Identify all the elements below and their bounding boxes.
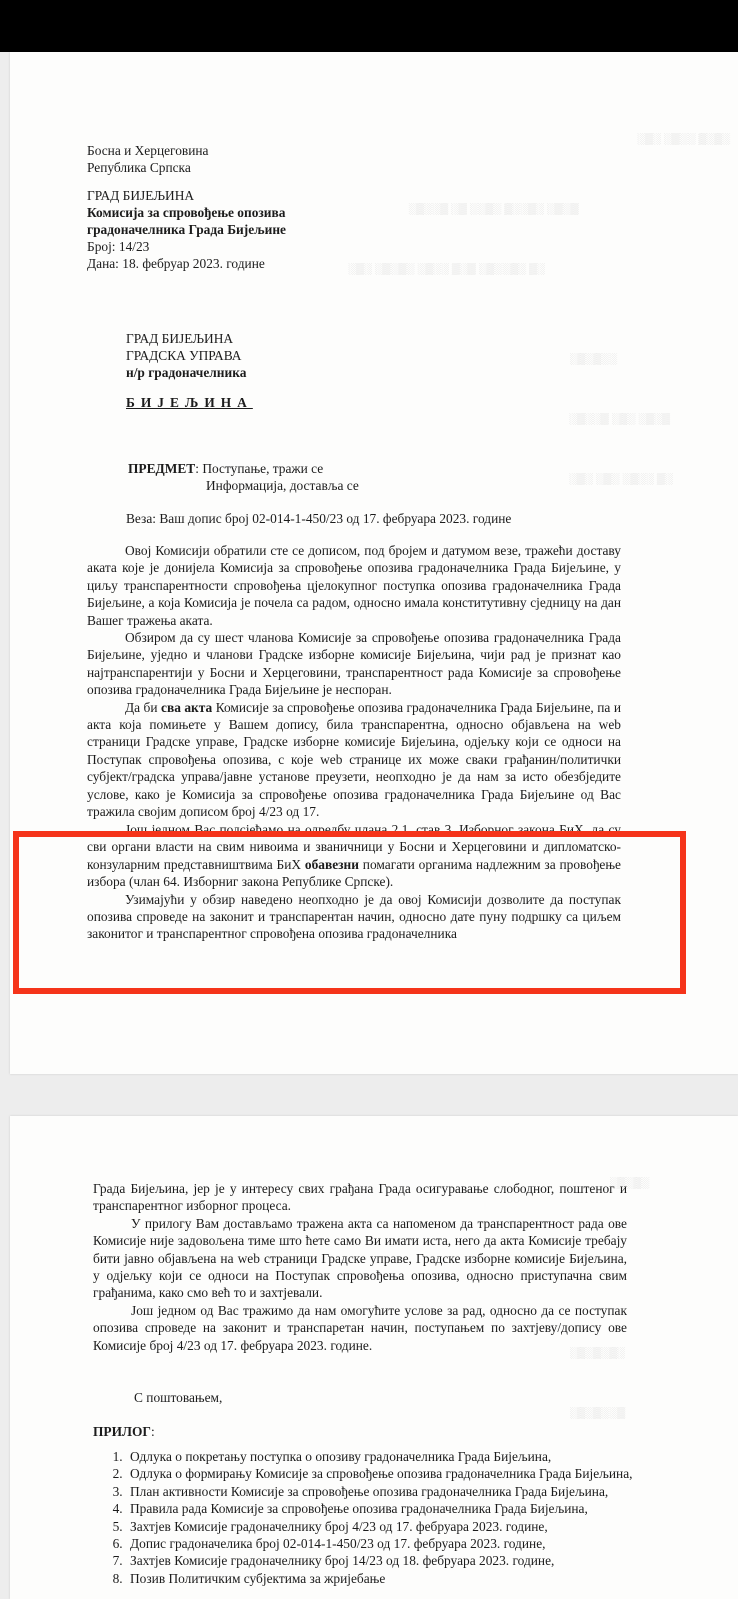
attachments-heading: ПРИЛОГ: [93,1424,155,1439]
subject-text: : Поступање, тражи се [195,461,324,476]
header-city: ГРАД БИЈЕЉИНА [87,188,195,203]
reference-line: Веза: Ваш допис број 02-014-1-450/23 од 17. фебруара 2023. године [126,511,512,526]
highlight-box [13,831,686,994]
paragraph: Још једном Вас подсјећамо на одредбу члана 2.1. став 3. Изборног закона БиХ, да су сви органи власти на свим нивоима и званичници у Босни и Херцеговини и дипломатско-конзуларним представништвима БиХ обавезни помагати органима надлежним за провођење избора (члан 64. Изборниг закона Републике Српске). [87,822,621,890]
header-entity: Република Српска [87,160,191,175]
subject-line-2: Информација, доставља се [206,478,359,493]
recipient-line-3: н/р градоначелника [126,365,247,380]
paragraph: Обзиром да су шест чланова Комисије за спровођење опозива градоначелника Града Бијељине, уједно и чланови Градске изборне комисије Бијељина, чији рад је признат као најтранспарентији у Босни и Херцеговини, транспарентност рада Комисије за спровођење опозива градоначелника Града Бијељине је неспоран. [87,630,621,698]
bleed-through-text: ░▒░ ░▒░▒░ ░▒░░ ▒░▒ ░▒░░▒░ ▒░ [348,263,545,275]
attachment-item: 5. Захтјев Комисије градоначелнику број 4/23 од 17. фебруара 2023. године, [126,1518,666,1535]
header-commission-1: Комисија за спровођење опозива [87,205,286,220]
bleed-through-text: ░▒░░▒ ░▒░ ░▒░▒ [569,413,671,425]
header-country: Босна и Херцеговина [87,143,209,158]
body-block-1 [87,542,621,821]
recipient-city: БИЈЕЉИНА [126,395,253,410]
bleed-through-text: ░▒░▒░ [609,1177,650,1189]
header-commission-2: градоначелника Града Бијељине [87,222,286,237]
subject-label: ПРЕДМЕТ [128,461,196,476]
attachment-item: 7. Захтјев Комисије градоначелнику број 14/23 од 18. фебруара 2023. године, [126,1552,666,1569]
recipient-line-1: ГРАД БИЈЕЉИНА [126,331,234,346]
closing-salutation: С поштовањем, [134,1390,223,1405]
bleed-through-text: ░▒░ ░▒░ ░▒░░ ▒░ [568,473,673,485]
attachment-item: 3. План активности Комисије за спровођење опозива градоначелника Града Бијељина, [126,1483,666,1500]
attachment-item: 1. Одлука о покретању поступка о опозиву градоначелника Града Бијељина, [126,1448,666,1465]
paragraph: Овој Комисији обратили сте се дописом, под бројем и датумом везе, тражећи доставу аката које је донијела Комисија за спровођење опозива градоначелника Града Бијељине, у циљу транспарентности спровођења цјелокупног поступка опозива градоначелника Града Бијељине, а која Комисија је почела са радом, односно имала конститутивну сједницу на дан Вашег тражења аката. [87,543,621,628]
bleed-through-text: ░▒░░▒ ░▒ ░░▒░ ▒░░▒░ ░▒░▒ [408,203,579,215]
bleed-through-text: ░▒░▒░░▒ [569,1407,626,1419]
attachment-item: 8. Позив Политичким субјектима за жријебање [126,1570,666,1587]
document-number: Број: 14/23 [87,239,150,254]
paragraph: Узимајући у обзир наведено неопходно је да овој Комисији дозволите да поступак опозива спроведе на законит и транспарентан начин, односно дате пуну подршку са циљем законитог и транспарентног спровођена опозива градоначелника [87,891,621,942]
attachment-item: 6. Допис градоначелика број 02-014-1-450/23 од 17. фебруара 2023. године, [126,1535,666,1552]
paragraph: Још једном од Вас тражимо да нам омогућите услове за рад, односно да се поступак опозива спроведе на законит и транспаретан начин, поступањем по захтјеву/допису ове Комисије број 4/23 од 17. фебруара 2023. године. [93,1302,627,1353]
paragraph: Града Бијељина, јер је у интересу свих грађана Града осигуравање слободног, поштеног и транспарентног изборног процеса. [93,1181,627,1214]
paragraph: Да би сва акта Комисије за спровођење опозива градоначелника Града Бијељине, па и акта која помињете у Вашем допису, била транспарентна, односно објављена на web страници Градске управе, Градске изборне комисије Бијељина, одјељку који се односи на Поступак спровођења опозива, с које web странице их може сваки грађанин/политички субјект/градска управа/јавне установе преузети, неопходно је да нам за исто обезбједите услове, како је Комисија за спровођење опозива градоначелника Града Бијељине од Вас тражила својим дописом број 4/23 од 17. [87,699,621,820]
attachments-list [100,1448,666,1587]
status-bar [0,0,738,52]
recipient-line-2: ГРАДСКА УПРАВА [126,348,242,363]
document-date: Дана: 18. фебруар 2023. године [87,256,265,271]
subject-line-1 [128,460,323,477]
body-block-3 [93,1180,627,1354]
attachment-item: 4. Правила рада Комисије за спровођење опозива градоначелника Града Бијељина, [126,1500,666,1517]
paragraph: У прилогу Вам достављамо тражена акта са напоменом да транспарентност рада ове Комисије није задовољена тиме што ћете само Ви имати иста, него да акта Комисије требају бити јавно објављена на web страници Градске управе, Градске изборне комисије Бијељина, у одјељку који се односи на Поступак спровођења опозива, односно приступачна свим грађанима, како смо већ то и захтјевали. [93,1215,627,1301]
bleed-through-text: ░▒░▒░░ [569,353,618,365]
bleed-through-text: ░▒░ ░▒░░ ▒░▒░ [637,133,731,145]
bleed-through-text: ░▒░▒░▒░ [569,1347,626,1359]
attachment-item: 2. Одлука о формирању Комисије за спровођење опозива градоначелника Града Бијељина, [126,1465,666,1482]
